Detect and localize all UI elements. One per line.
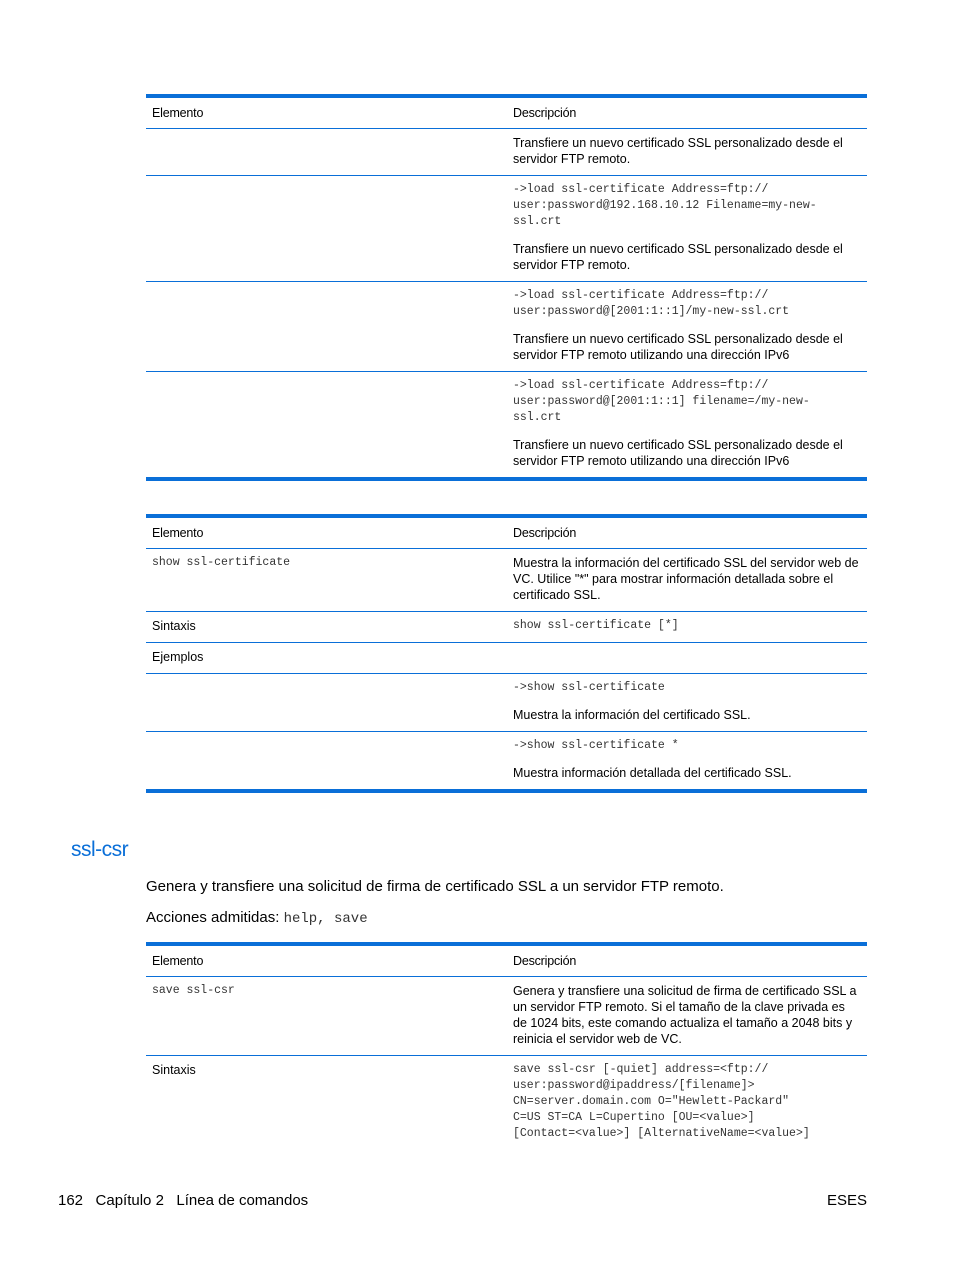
syntax-label: Sintaxis [152, 619, 196, 633]
syntax-line: user:password@ipaddress/[filename]> [513, 1079, 755, 1092]
code-line: ->load ssl-certificate Address=ftp:// [513, 289, 769, 302]
table-row [146, 674, 867, 732]
header-elemento: Elemento [152, 106, 204, 120]
example-code: ->show ssl-certificate [513, 681, 665, 694]
header-elemento: Elemento [152, 954, 204, 968]
table-header [146, 518, 867, 549]
table-show-ssl-certificate [146, 514, 867, 793]
table-load-ssl-certificate [146, 94, 867, 481]
header-elemento: Elemento [152, 526, 204, 540]
syntax-line: [Contact=<value>] [AlternativeName=<value>] [513, 1127, 810, 1140]
table-row [146, 643, 867, 674]
table-row [146, 549, 867, 612]
actions-label: Acciones admitidas: [146, 909, 280, 926]
table-row [146, 282, 867, 372]
code-line: user:password@[2001:1::1]/my-new-ssl.crt [513, 305, 790, 318]
table-header [146, 98, 867, 129]
table-header [146, 946, 867, 977]
header-descripcion: Descripción [513, 526, 577, 540]
table-row [146, 612, 867, 643]
syntax-line: C=US ST=CA L=Cupertino [OU=<value>] [513, 1111, 755, 1124]
code-line: ->load ssl-certificate Address=ftp:// [513, 183, 769, 196]
supported-actions [146, 909, 368, 927]
example-code: ->show ssl-certificate * [513, 739, 679, 752]
table-row [146, 732, 867, 789]
syntax-label: Sintaxis [152, 1063, 196, 1077]
row-desc: Transfiere un nuevo certificado SSL personalizado desde el servidor FTP remoto utilizando una dirección IPv6 [513, 332, 843, 362]
footer-page-info: 162 Capítulo 2 Línea de comandos [58, 1192, 309, 1209]
table-save-ssl-csr [146, 942, 867, 1150]
row-desc: Transfiere un nuevo certificado SSL personalizado desde el servidor FTP remoto. [513, 136, 843, 166]
command-desc: Genera y transfiere una solicitud de firma de certificado SSL a un servidor FTP remoto. Si el tamaño de la clave privada es de 1024 bits, este comando actualiza el tamaño a 2048 bits y reinicia el servidor web de VC. [513, 984, 857, 1046]
table-row [146, 176, 867, 282]
code-line: ssl.crt [513, 411, 562, 424]
examples-label: Ejemplos [152, 650, 204, 664]
syntax-line: save ssl-csr [-quiet] address=<ftp:// [513, 1063, 769, 1076]
code-line: user:password@192.168.10.12 Filename=my-new- [513, 199, 817, 212]
syntax-line: CN=server.domain.com O="Hewlett-Packard" [513, 1095, 790, 1108]
command-name: show ssl-certificate [152, 556, 291, 569]
row-desc: Transfiere un nuevo certificado SSL personalizado desde el servidor FTP remoto. [513, 242, 843, 272]
section-title: ssl-csr [71, 838, 129, 861]
table-row [146, 129, 867, 176]
actions-value: help, save [283, 911, 368, 927]
table-row [146, 372, 867, 477]
syntax-code: show ssl-certificate [*] [513, 619, 679, 632]
row-desc: Transfiere un nuevo certificado SSL personalizado desde el servidor FTP remoto utilizando una dirección IPv6 [513, 438, 843, 468]
header-descripcion: Descripción [513, 106, 577, 120]
code-line: ssl.crt [513, 215, 562, 228]
table-row [146, 977, 867, 1056]
code-line: user:password@[2001:1::1] filename=/my-new- [513, 395, 810, 408]
footer-locale: ESES [826, 1192, 867, 1209]
header-descripcion: Descripción [513, 954, 577, 968]
table-row [146, 1056, 867, 1150]
command-name: save ssl-csr [152, 984, 235, 997]
example-desc: Muestra la información del certificado SSL. [513, 708, 751, 722]
code-line: ->load ssl-certificate Address=ftp:// [513, 379, 769, 392]
example-desc: Muestra información detallada del certificado SSL. [513, 766, 792, 780]
command-desc: Muestra la información del certificado SSL del servidor web de VC. Utilice "*" para mostrar información detallada sobre el certificado SSL. [513, 556, 859, 602]
section-intro: Genera y transfiere una solicitud de firma de certificado SSL a un servidor FTP remoto. [146, 878, 724, 895]
